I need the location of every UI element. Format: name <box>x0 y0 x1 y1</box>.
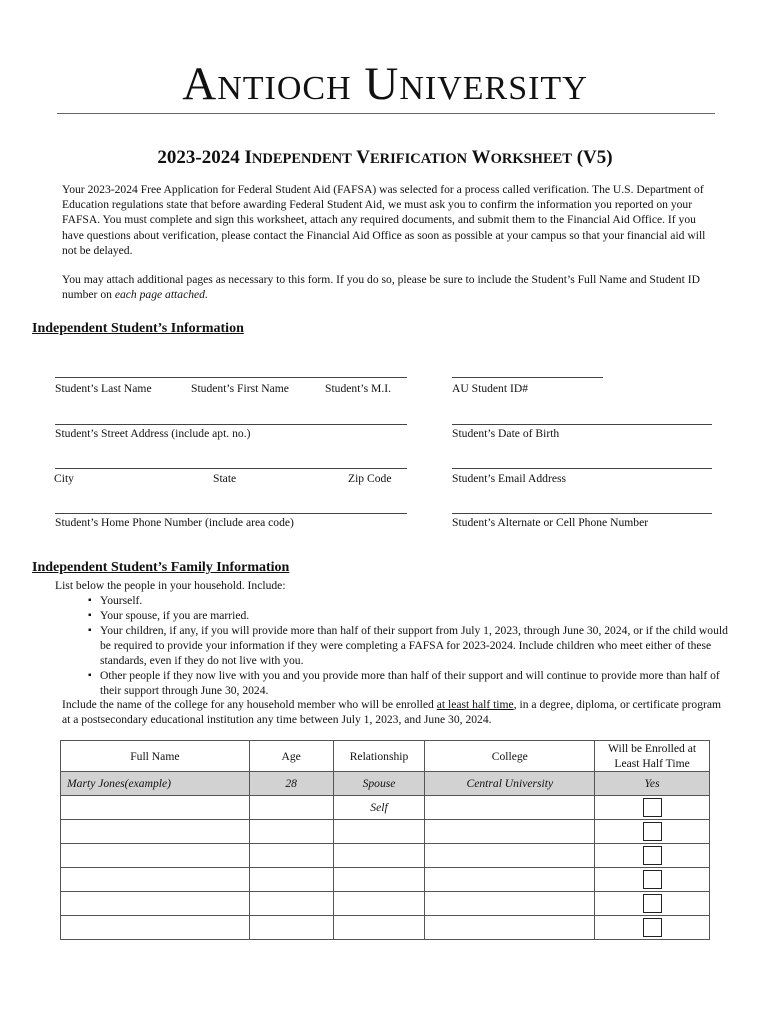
street-label: Student’s Street Address (include apt. no.) <box>55 427 251 440</box>
enrolled-checkbox[interactable] <box>643 798 662 817</box>
enrolled-checkbox[interactable] <box>643 918 662 937</box>
table-row <box>61 796 710 820</box>
home-phone-field-line[interactable] <box>55 513 407 514</box>
dob-field-line[interactable] <box>452 424 712 425</box>
col-relationship: Relationship <box>333 741 425 772</box>
age-cell[interactable] <box>249 820 333 844</box>
relationship-cell[interactable] <box>333 820 425 844</box>
age-cell[interactable] <box>249 892 333 916</box>
col-college: College <box>425 741 595 772</box>
col-enrolled: Will be Enrolled at Least Half Time <box>595 741 710 772</box>
student-id-label: AU Student ID# <box>452 382 528 395</box>
attach-pages-paragraph: You may attach additional pages as necessary to this form. If you do so, please be sure to include the Student’s Full Name and Student ID number on each page attached. <box>62 273 700 302</box>
college-cell[interactable] <box>425 820 595 844</box>
alt-phone-label: Student’s Alternate or Cell Phone Number <box>452 516 649 529</box>
example-name: Marty Jones(example) <box>61 772 250 796</box>
college-cell[interactable] <box>425 916 595 940</box>
name-cell[interactable] <box>61 916 250 940</box>
enrolled-checkbox[interactable] <box>643 894 662 913</box>
enrolled-checkbox[interactable] <box>643 870 662 889</box>
relationship-cell: Self <box>333 796 425 820</box>
enrolled-cell <box>595 820 710 844</box>
list-item: ▪ Your children, if any, if you will provide more than half of their support from July 1, 2023, through June 30, 2024, or if the child would be required to provide your information if they were completing a FAFSA for 2023-2024. Include children who meet either of these standards, even if they do not live with you. <box>90 623 730 668</box>
age-cell[interactable] <box>249 844 333 868</box>
student-id-field-line[interactable] <box>452 377 603 378</box>
dob-label: Student’s Date of Birth <box>452 427 560 440</box>
alt-phone-field-line[interactable] <box>452 513 712 514</box>
zip-label: Zip Code <box>348 472 392 485</box>
enrolled-cell <box>595 796 710 820</box>
home-phone-label: Student’s Home Phone Number (include area code) <box>55 516 294 529</box>
email-label: Student’s Email Address <box>452 472 567 485</box>
relationship-cell[interactable] <box>333 868 425 892</box>
table-row <box>61 820 710 844</box>
table-row <box>61 916 710 940</box>
name-cell[interactable] <box>61 796 250 820</box>
family-info-heading: Independent Student’s Family Information <box>32 560 290 575</box>
table-row <box>61 844 710 868</box>
intro-paragraph: Your 2023-2024 Free Application for Federal Student Aid (FAFSA) was selected for a process called verification. The U.S. Department of Education regulations state that before awarding Federal Student Aid, we must ask you to confirm the information you reported on your FAFSA. You must complete and sign this worksheet, attach any required documents, and submit them to the Financial Aid Office. If you have questions about verification, please contact the Financial Aid Office as soon as possible at your campus so that your financial aid will not be delayed. <box>62 183 706 257</box>
last-name-label: Student’s Last Name <box>55 382 152 395</box>
college-instruction: Include the name of the college for any household member who will be enrolled at least half time, in a degree, diploma, or certificate program at a postsecondary educational institution any time between July 1, 2023, and June 30, 2024. <box>62 698 722 727</box>
first-name-label: Student’s First Name <box>191 382 289 395</box>
col-full-name: Full Name <box>61 741 250 772</box>
state-label: State <box>213 472 237 485</box>
example-relationship: Spouse <box>333 772 425 796</box>
email-field-line[interactable] <box>452 468 712 469</box>
name-cell[interactable] <box>61 844 250 868</box>
household-criteria-list <box>90 593 730 698</box>
example-row <box>61 772 710 796</box>
college-cell[interactable] <box>425 892 595 916</box>
city-state-zip-field-line[interactable] <box>55 468 407 469</box>
enrolled-cell <box>595 892 710 916</box>
name-cell[interactable] <box>61 892 250 916</box>
col-age: Age <box>249 741 333 772</box>
enrolled-cell <box>595 868 710 892</box>
example-age: 28 <box>249 772 333 796</box>
street-field-line[interactable] <box>55 424 407 425</box>
age-cell[interactable] <box>249 796 333 820</box>
example-enrolled: Yes <box>595 772 710 796</box>
name-field-line[interactable] <box>55 377 407 378</box>
page-title: 2023-2024 INDEPENDENT VERIFICATION WORKSHEET (V5) <box>157 147 613 168</box>
table-row <box>61 892 710 916</box>
student-info-heading: Independent Student’s Information <box>32 321 244 336</box>
college-cell[interactable] <box>425 844 595 868</box>
relationship-cell[interactable] <box>333 844 425 868</box>
age-cell[interactable] <box>249 916 333 940</box>
college-cell[interactable] <box>425 868 595 892</box>
table-row <box>61 868 710 892</box>
relationship-cell[interactable] <box>333 916 425 940</box>
list-item: ▪ Your spouse, if you are married. <box>90 608 730 623</box>
list-item: ▪ Yourself. <box>90 593 730 608</box>
name-cell[interactable] <box>61 868 250 892</box>
city-label: City <box>54 472 74 485</box>
table-header-row <box>61 741 710 772</box>
age-cell[interactable] <box>249 868 333 892</box>
relationship-cell[interactable] <box>333 892 425 916</box>
household-list-intro: List below the people in your household. Include: <box>55 579 286 592</box>
enrolled-cell <box>595 916 710 940</box>
enrolled-checkbox[interactable] <box>643 822 662 841</box>
enrolled-checkbox[interactable] <box>643 846 662 865</box>
example-college: Central University <box>425 772 595 796</box>
header-divider <box>57 113 715 114</box>
household-table <box>60 740 710 940</box>
college-cell[interactable] <box>425 796 595 820</box>
name-cell[interactable] <box>61 820 250 844</box>
enrolled-cell <box>595 844 710 868</box>
list-item: ▪ Other people if they now live with you and you provide more than half of their support and will continue to provide more than half of their support through June 30, 2024. <box>90 668 730 698</box>
mi-label: Student’s M.I. <box>325 382 392 395</box>
university-logo: ANTIOCH UNIVERSITY <box>182 58 588 110</box>
